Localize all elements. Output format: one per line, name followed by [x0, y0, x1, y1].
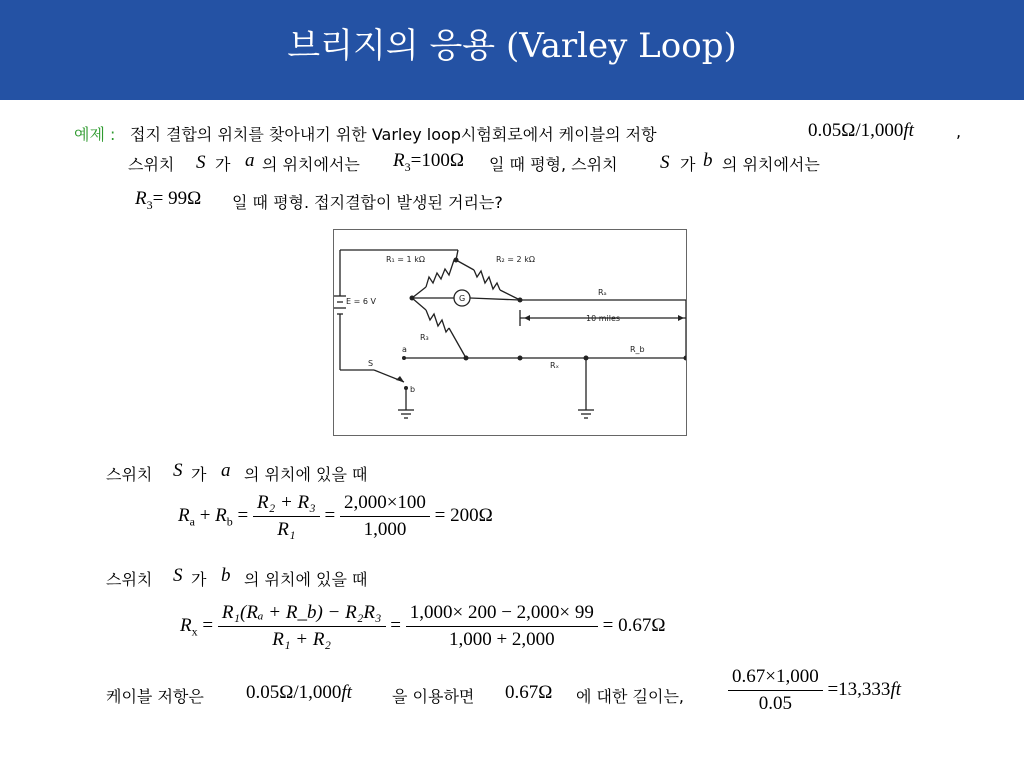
resistor-r2-zigzag: [474, 270, 500, 290]
switch-s-2: S: [660, 152, 670, 173]
pos-b: b: [703, 150, 713, 171]
pos-a: a: [245, 150, 255, 171]
case-a-ga: 가: [191, 465, 207, 484]
case-a-rest: 의 위치에 있을 때: [244, 465, 368, 484]
switch-s: S: [196, 152, 206, 173]
case-a-pos: a: [221, 460, 231, 481]
r3-eq-100: $R_3=100\Omega$: [393, 150, 464, 174]
problem-line3: 일 때 평형. 접지결합이 발생된 거리는?: [232, 193, 503, 212]
node-loop-end: [684, 356, 687, 361]
conclusion-text3: 에 대한 길이는,: [576, 687, 684, 706]
switch-contact-a: [402, 356, 406, 360]
label-g: G: [459, 294, 466, 303]
case-b-rest: 의 위치에 있을 때: [244, 570, 368, 589]
switch-contact-b: [404, 386, 408, 390]
resistor-r3-zigzag: [426, 310, 449, 332]
label-rx: Rₓ: [550, 361, 560, 370]
label-r3: R₃: [420, 333, 429, 342]
case-a-result: = 200Ω: [434, 504, 493, 526]
example-label: 예제 :: [74, 125, 116, 144]
label-e: E = 6 V: [346, 297, 376, 306]
problem-line2-a: 스위치: [128, 155, 175, 174]
case-b-s: S: [173, 565, 183, 586]
conclusion-equation: $\frac{0.67\times 1,000}{0.05}$ =13,333ft: [728, 666, 901, 715]
slide-title: [0, 18, 1024, 67]
case-a-fraction-numeric: $\frac{2,000\times 100}{1,000}$: [340, 492, 430, 541]
distance-arrowhead-right: [678, 315, 684, 321]
problem-line2-b: 의 위치에서는: [262, 155, 360, 174]
problem-comma: ,: [956, 122, 962, 141]
conclusion-text2: 을 이용하면: [392, 687, 475, 706]
galvanometer-right-wire: [470, 298, 520, 300]
equation-case-b: $R_x$ = $\frac{\text{R₁(Rₐ + R\_b) − R₂R₃}}{\text{R₁ + R₂}}$ = $\frac{1,000\times 200 - 2,000\times 99}{1,000 + 2,000}$ = 0.67Ω: [180, 602, 666, 650]
varley-loop-circuit-figure: [333, 229, 687, 436]
label-a: a: [402, 345, 407, 354]
node-rx: [518, 356, 523, 361]
resistor-r1-zigzag: [426, 266, 452, 287]
problem-line2-d: 의 위치에서는: [722, 155, 820, 174]
label-distance: 10 miles: [586, 314, 621, 323]
title-latin: (Varley Loop): [505, 26, 737, 66]
node-fault: [584, 356, 589, 361]
problem-line2-c: 일 때 평형, 스위치: [489, 155, 618, 174]
title-korean: 브리지의 응용: [287, 26, 496, 66]
node-top: [454, 258, 459, 263]
bridge-left-bottom-wire: [412, 298, 426, 310]
case-b-pos: b: [221, 565, 231, 586]
bridge-bottom-wire: [449, 328, 466, 358]
conclusion-rate: 0.05Ω/1,000ft: [246, 682, 352, 703]
ga-2: 가: [680, 155, 696, 174]
label-b: b: [410, 385, 416, 394]
label-rb: R_b: [630, 345, 645, 354]
case-a-label: 스위치: [106, 465, 153, 484]
resistance-rate: 0.05Ω/1,000ft: [808, 120, 914, 141]
circuit-diagram: [334, 230, 686, 435]
label-r2: R₂ = 2 kΩ: [496, 255, 535, 264]
case-b-result: = 0.67Ω: [602, 614, 666, 636]
node-bottom: [464, 356, 469, 361]
bridge-left-top-wire: [412, 287, 426, 298]
case-b-label: 스위치: [106, 570, 153, 589]
conclusion-text1: 케이블 저항은: [106, 687, 204, 706]
bridge-top-right-wire: [456, 260, 474, 270]
case-b-ga: 가: [191, 570, 207, 589]
node-right: [518, 298, 523, 303]
node-left: [410, 296, 415, 301]
case-a-s: S: [173, 460, 183, 481]
distance-arrowhead-left: [524, 315, 530, 321]
problem-line1: 접지 결합의 위치를 찾아내기 위한 Varley loop시험회로에서 케이블의 저항: [130, 125, 657, 144]
case-b-fraction-numeric: $\frac{1,000\times 200 - 2,000\times 99}{1,000 + 2,000}$: [406, 602, 598, 651]
case-a-fraction-symbolic: $\frac{\text{R₂ + R₃}}{\text{R₁}}$: [253, 492, 320, 541]
bridge-right-top-wire: [500, 290, 520, 300]
label-ra: Rₐ: [598, 288, 607, 297]
conclusion-fraction: $\frac{0.67\times 1,000}{0.05}$: [728, 666, 823, 715]
label-r1: R₁ = 1 kΩ: [386, 255, 425, 264]
equation-case-a: $R_a + R_b$ = $\frac{\text{R₂ + R₃}}{\text{R₁}}$ = $\frac{2,000\times 100}{1,000}$ = 200Ω: [178, 492, 493, 540]
conclusion-result: =13,333: [827, 678, 891, 700]
r3-eq-99: $R_3= 99\Omega$: [135, 188, 202, 212]
case-b-fraction-symbolic: $\frac{\text{R₁(Rₐ + R\_b) − R₂R₃}}{\text{R₁ + R₂}}$: [218, 602, 386, 651]
label-s: S: [368, 359, 374, 368]
ga-1: 가: [215, 155, 231, 174]
conclusion-value: 0.67Ω: [505, 682, 553, 703]
